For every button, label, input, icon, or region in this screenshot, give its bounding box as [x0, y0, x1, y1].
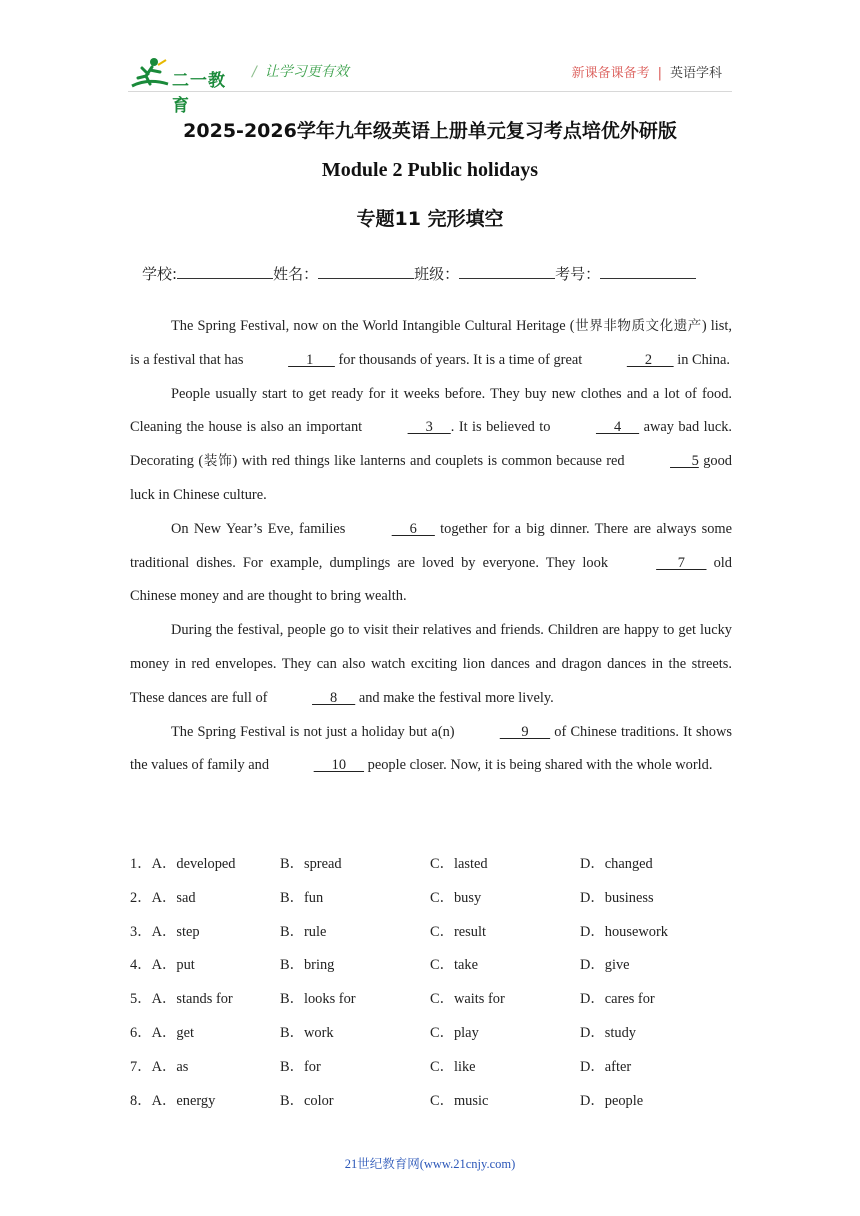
- option-a: 6．A．get: [130, 1024, 194, 1041]
- option-d: D．changed: [580, 856, 653, 872]
- student-info-line: [142, 263, 696, 284]
- logo-text: 二一教育: [172, 71, 226, 116]
- passage-text: The Spring Festival is not just a holiday but a(n): [171, 723, 459, 740]
- option-row: [130, 1051, 732, 1085]
- option-c: C．result: [430, 923, 486, 940]
- option-d: D．give: [580, 957, 630, 974]
- option-row: [130, 949, 732, 983]
- school-label: 学校:: [142, 265, 178, 283]
- page-header: [128, 52, 732, 116]
- cloze-blank: 7: [656, 554, 707, 571]
- option-c: C．like: [430, 1058, 476, 1075]
- option-d: D．housework: [580, 923, 668, 940]
- school-blank: [177, 264, 273, 279]
- passage-text: 世界非物质文化遗产: [574, 318, 702, 334]
- passage-text: old Chinese money and are thought to bring wealth.: [130, 554, 732, 605]
- subject-tag: 新课备课备考 | 英语学科: [571, 66, 722, 81]
- passage-text: good luck in Chinese culture.: [130, 453, 732, 503]
- option-row: [130, 916, 732, 950]
- option-b: B．rule: [280, 923, 327, 940]
- option-d: D．people: [580, 1092, 644, 1109]
- option-b: B．for: [280, 1058, 321, 1075]
- footer-source: 21世纪教育网(www.21cnjy.com): [344, 1157, 516, 1171]
- passage-paragraph: [130, 716, 732, 784]
- cloze-blank: 10: [313, 757, 365, 774]
- option-c: C．lasted: [430, 856, 488, 872]
- slogan: / 让学习更有效: [252, 64, 349, 80]
- passage-text: together for a big dinner. There are always some traditional dishes. For example, dumplings are loved by everyone. They look: [130, 520, 732, 571]
- cloze-blank: 9: [499, 723, 551, 740]
- option-row: [130, 1085, 732, 1119]
- passage-paragraph: [130, 310, 732, 378]
- option-d: D．study: [580, 1024, 636, 1041]
- option-row: [130, 882, 732, 916]
- option-b: B．spread: [280, 856, 342, 872]
- passage-text: and make the festival more lively.: [355, 689, 554, 706]
- passage-text: ) with red things like lanterns and couplets is common because red: [232, 453, 630, 470]
- passage-paragraph: [130, 378, 732, 513]
- cloze-passage: [130, 310, 732, 783]
- passage-text: On New Year’s Eve, families: [171, 520, 351, 537]
- option-a: 7．A．as: [130, 1058, 189, 1075]
- exam-no-label: 考号：: [555, 265, 601, 283]
- option-c: C．take: [430, 957, 478, 974]
- option-row: [130, 848, 732, 882]
- passage-text: of Chinese traditions. It shows the values of family and: [130, 723, 732, 774]
- cloze-blank: 2: [626, 351, 674, 368]
- option-a: 2．A．sad: [130, 889, 196, 906]
- passage-paragraph: [130, 614, 732, 715]
- option-a: 8．A．energy: [130, 1092, 216, 1109]
- passage-text: in China.: [673, 351, 730, 368]
- module-title: Module 2 Public holidays: [321, 159, 539, 181]
- doc-title: 2025-2026学年九年级英语上册单元复习考点培优外研版: [183, 120, 677, 142]
- option-c: C．waits for: [430, 991, 505, 1008]
- exam-no-blank: [600, 264, 696, 279]
- passage-text: away bad luck. Decorating (: [130, 419, 732, 470]
- option-row: [130, 1017, 732, 1051]
- passage-paragraph: [130, 513, 732, 614]
- option-b: B．looks for: [280, 991, 356, 1008]
- prep-label: 新课备课备考: [571, 66, 650, 81]
- answer-options: [130, 848, 732, 1118]
- passage-text: people closer. Now, it is being shared with the whole world.: [364, 757, 713, 774]
- option-a: 1．A．developed: [130, 856, 236, 872]
- class-label: 班级：: [414, 265, 460, 283]
- subject-label: 英语学科: [669, 66, 722, 81]
- option-a: 4．A．put: [130, 957, 195, 974]
- option-c: C．busy: [430, 889, 482, 906]
- passage-text: . It is believed to: [450, 419, 555, 436]
- runner-logo-icon: [128, 56, 172, 92]
- cloze-blank: 3: [407, 419, 451, 436]
- cloze-blank: 1: [288, 351, 335, 368]
- name-label: 姓名：: [273, 265, 319, 283]
- option-b: B．work: [280, 1024, 334, 1041]
- passage-text: ) list, is a festival that has: [130, 318, 733, 368]
- option-c: C．music: [430, 1092, 489, 1109]
- passage-text: During the festival, people go to visit their relatives and friends. Children are happy to get lucky money in red envelopes. They can also watch exciting lion dances and dragon dances in the streets. These dances are full of: [130, 622, 732, 706]
- cloze-blank: 5: [670, 453, 699, 470]
- option-b: B．bring: [280, 957, 335, 974]
- logo: [128, 56, 240, 116]
- option-a: 5．A．stands for: [130, 991, 233, 1008]
- header-divider: [128, 91, 732, 92]
- passage-text: 装饰: [203, 453, 233, 470]
- cloze-blank: 8: [312, 689, 356, 706]
- option-b: B．color: [280, 1092, 334, 1109]
- option-row: [130, 983, 732, 1017]
- option-d: D．business: [580, 889, 654, 906]
- option-d: D．cares for: [580, 991, 655, 1008]
- class-blank: [459, 264, 555, 279]
- cloze-blank: 6: [391, 520, 435, 537]
- option-d: D．after: [580, 1058, 632, 1075]
- option-a: 3．A．step: [130, 923, 200, 940]
- passage-text: for thousands of years. It is a time of great: [334, 351, 586, 368]
- passage-text: The Spring Festival, now on the World Intangible Cultural Heritage (: [171, 318, 575, 334]
- topic-title: 专题11 完形填空: [356, 208, 504, 230]
- option-b: B．fun: [280, 889, 324, 906]
- name-blank: [318, 264, 414, 279]
- passage-text: People usually start to get ready for it weeks before. They buy new clothes and a lot of food. Cleaning the house is also an important: [130, 385, 732, 436]
- option-c: C．play: [430, 1024, 479, 1041]
- cloze-blank: 4: [595, 419, 640, 436]
